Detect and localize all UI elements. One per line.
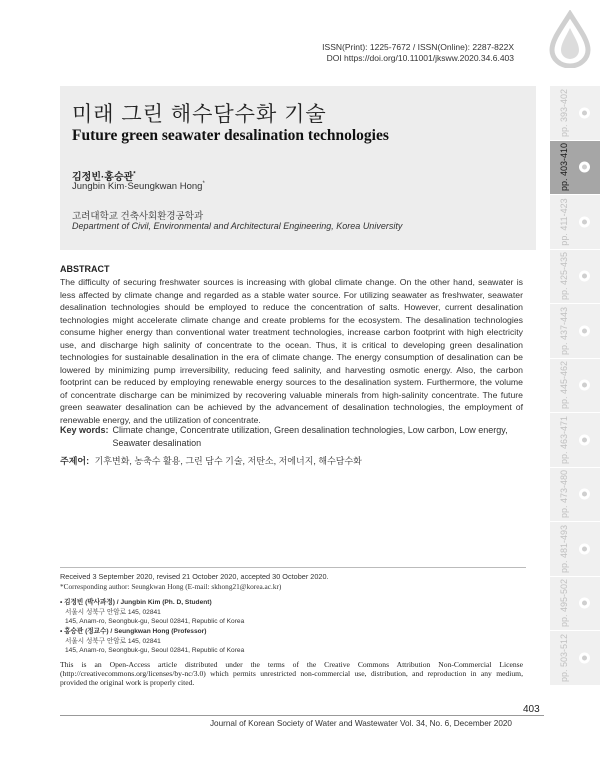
page-tab-393-402[interactable] <box>550 86 600 141</box>
journal-citation: Journal of Korean Society of Water and Wastewater Vol. 34, No. 6, December 2020 <box>209 719 512 728</box>
page-tab-label: pp. 425-435 <box>559 252 569 301</box>
tab-dot-icon <box>579 325 590 336</box>
footnote-divider <box>60 567 526 568</box>
title-korean: 미래 그린 해수담수화 기술 <box>72 103 327 126</box>
tab-dot-icon <box>579 107 590 118</box>
tab-dot-icon <box>579 543 590 554</box>
page-tab-481-493[interactable] <box>550 522 600 577</box>
author-info-address-en: 145, Anam-ro, Seongbuk-gu, Seoul 02841, Republic of Korea <box>65 618 245 626</box>
keywords-label: Key words: <box>60 425 109 435</box>
keywords-list: Climate change, Concentrate utilization, Green desalination technologies, Low carbon, Low energy, Seawater desalination <box>112 425 508 448</box>
abstract-heading: ABSTRACT <box>60 264 110 274</box>
page-tab-label: pp. 403-410 <box>559 143 569 192</box>
license-notice: This is an Open-Access article distributed under the terms of the Creative Commons Attribution Non-Commercial License (http://creativecommons.org/licenses/by-nc/3.0) which permits unrestricted non-commercial use, distribution, and reproduction in any medium, provided the original work is properly cited. <box>60 660 523 687</box>
affiliation-korean: 고려대학교 건축사회환경공학과 <box>72 211 204 222</box>
tab-dot-icon <box>579 598 590 609</box>
tab-dot-icon <box>579 380 590 391</box>
page-tab-495-502[interactable] <box>550 577 600 632</box>
page-tab-445-462[interactable] <box>550 359 600 414</box>
author-info-address-ko: 서울시 성북구 안암로 145, 02841 <box>65 608 161 616</box>
page-tab-label: pp. 393-402 <box>559 88 569 137</box>
page-tab-425-435[interactable] <box>550 250 600 305</box>
page-tab-403-410[interactable] <box>550 141 600 196</box>
abstract-text: The difficulty of securing freshwater sources is increasing with global climate change. On the other hand, seawater is less affected by climate change and regarded as a stable water source. For utilizing seawater as freshwater, seawater desalination technologies should be employed to reduce the concentration of salts. However, current desalination technologies might accelerate climate change and create problems for the ecosystem. The desalination technologies consume higher energy than conventional water treatment technologies, increase carbon footprint with high electricity use, and discharge high salinity of concentrate to the ocean. Thus, it is critical to developing green desalination technologies for sustainable desalination in the era of climate change. The energy consumption of desalination can be lowered by minimizing pump irreversibility, reducing feed salinity, and harvesting osmotic energy. Also, the carbon footprint can be reduced by employing renewable energy sources to the desalination system. Furthermore, the volume of concentrate discharge can be minimized by recovering valuable minerals from high-salinity concentrate. The future green seawater desalination can be achieved by the advancement of desalination technologies, the employment of renewable energy, and the utilization of concentrate. <box>60 277 523 425</box>
tab-dot-icon <box>579 271 590 282</box>
tab-dot-icon <box>579 489 590 500</box>
authors-english-names: Jungbin Kim·Seungkwan Hong <box>72 181 203 193</box>
issn-block <box>322 42 514 64</box>
affiliation-english: Department of Civil, Environmental and Architectural Engineering, Korea University <box>72 221 403 231</box>
page-tab-437-443[interactable] <box>550 304 600 359</box>
page-tab-label: pp. 495-502 <box>559 579 569 628</box>
corresponding-mark: * <box>133 171 136 178</box>
page-number: 403 <box>523 704 540 715</box>
article-page-tabs <box>550 86 600 686</box>
page-tab-label: pp. 411-423 <box>559 198 569 246</box>
page-tab-label: pp. 473-480 <box>559 470 569 519</box>
author-info-name: • 홍승관 (정교수) / Seungkwan Hong (Professor) <box>60 628 207 635</box>
corresponding-author: *Corresponding author: Seungkwan Hong (E-mail: skhong21@korea.ac.kr) <box>60 582 282 591</box>
author-info-name: • 김정빈 (박사과정) / Jungbin Kim (Ph. D, Student) <box>60 599 212 606</box>
tab-dot-icon <box>579 434 590 445</box>
keywords-korean <box>60 454 362 467</box>
issn-line: ISSN(Print): 1225-7672 / ISSN(Online): 2287-822X <box>322 42 514 52</box>
tab-dot-icon <box>579 216 590 227</box>
page-tab-503-512[interactable] <box>550 631 600 686</box>
author-info-address-en: 145, Anam-ro, Seongbuk-gu, Seoul 02841, Republic of Korea <box>65 647 245 655</box>
page-tab-label: pp. 463-471 <box>559 415 569 464</box>
page-tab-463-471[interactable] <box>550 413 600 468</box>
keywords-english <box>60 424 530 449</box>
authors-korean-names: 김정빈·홍승관 <box>72 172 134 183</box>
footer-rule <box>60 715 544 716</box>
received-dates: Received 3 September 2020, revised 21 October 2020, accepted 30 October 2020. <box>60 572 329 581</box>
water-drop-logo-icon <box>544 10 596 68</box>
tab-dot-icon <box>579 162 590 173</box>
keywords-korean-label: 주제어: <box>60 456 90 466</box>
doi-line[interactable]: DOI https://doi.org/10.11001/jksww.2020.34.6.403 <box>326 53 514 63</box>
author-info-address-ko: 서울시 성북구 안암로 145, 02841 <box>65 637 161 645</box>
title-english: Future green seawater desalination technologies <box>72 127 389 144</box>
page-tab-label: pp. 445-462 <box>559 361 569 410</box>
tab-dot-icon <box>579 652 590 663</box>
page-tab-label: pp. 437-443 <box>559 306 569 355</box>
page-tab-label: pp. 481-493 <box>559 524 569 573</box>
authors-english <box>72 181 205 192</box>
author-info-2 <box>60 627 244 656</box>
page-tab-411-423[interactable] <box>550 195 600 250</box>
page-tab-473-480[interactable] <box>550 468 600 523</box>
keywords-korean-list: 기후변화, 농축수 활용, 그린 담수 기술, 저탄소, 저에너지, 해수담수화 <box>94 456 362 466</box>
corresponding-mark: * <box>202 181 205 187</box>
page-tab-label: pp. 503-512 <box>559 633 569 682</box>
author-info-1 <box>60 598 244 627</box>
